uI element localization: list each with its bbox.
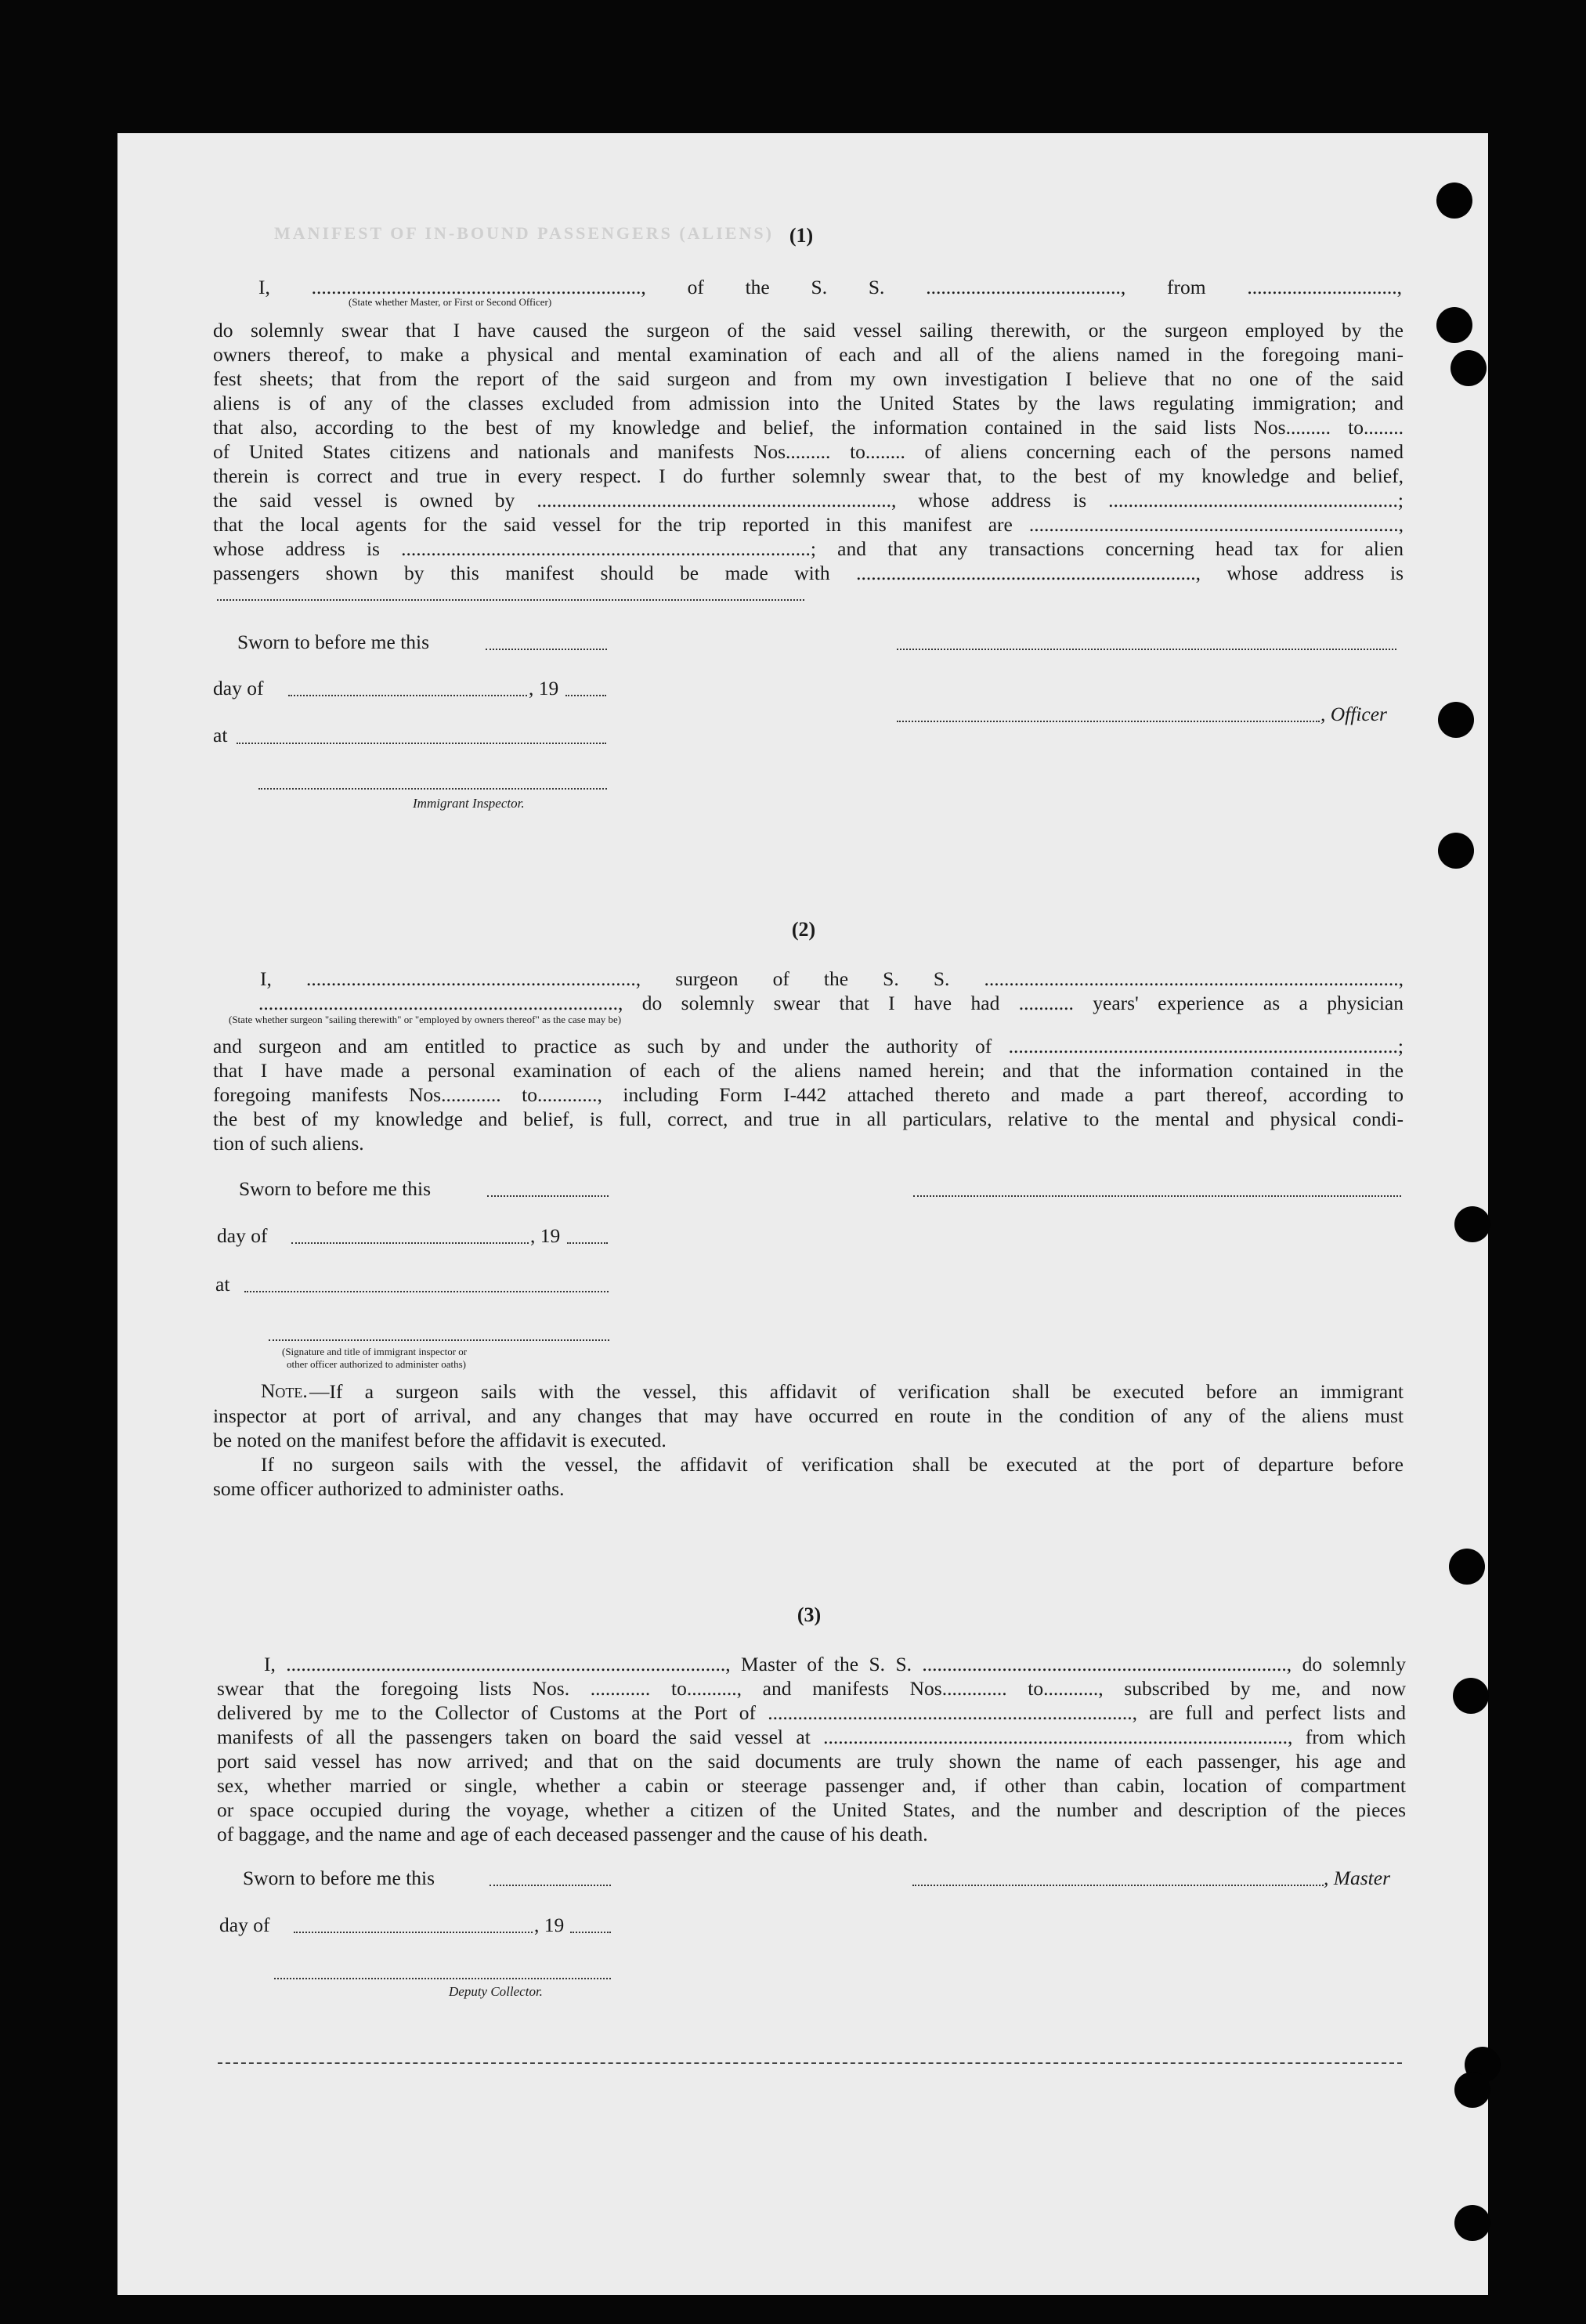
- s1-line: that also, according to the best of my knowledge and belief, the information contained in the said lists Nos......... to........: [213, 416, 1404, 439]
- s3-line: of baggage, and the name and age of each deceased passenger and the cause of his death.: [217, 1823, 928, 1845]
- s2-at-label: at: [215, 1273, 230, 1296]
- s2-day-of-label: day of: [217, 1224, 268, 1247]
- s1-line: of United States citizens and nationals and manifests Nos......... to........ of aliens concerning each of the persons named: [213, 440, 1404, 463]
- s2-line: tion of such aliens.: [213, 1132, 364, 1155]
- s2-inspector-signature-field[interactable]: [269, 1339, 609, 1341]
- s1-line: therein is correct and true in every respect. I do further solemnly swear that, to the best of my knowledge and belief,: [213, 464, 1404, 487]
- s1-place-field[interactable]: [237, 743, 606, 744]
- s2-day-field[interactable]: [291, 1242, 529, 1244]
- s1-line: owners thereof, to make a physical and mental examination of each and all of the aliens named in the foregoing mani-: [213, 343, 1404, 366]
- s3-line: or space occupied during the voyage, whether a citizen of the United States, and the number and description of the pieces: [217, 1798, 1406, 1821]
- s3-line: sex, whether married or single, whether a cabin or steerage passenger and, if other than cabin, location of compartment: [217, 1774, 1406, 1797]
- section-2-number: (2): [791, 918, 816, 941]
- s2-surgeon-hint: (State whether surgeon "sailing therewith" or "employed by owners thereof" as the case may be): [229, 1014, 622, 1025]
- binder-hole-11: [1454, 2205, 1490, 2241]
- s2-surgeon-line: ........................................................................, do solemnly swear that I have had ........... years' experience as a physician: [258, 992, 1404, 1014]
- binder-hole-5: [1438, 833, 1474, 869]
- s2-note-line: some officer authorized to administer oaths.: [213, 1477, 565, 1500]
- s3-line: I, ........................................................................................, Master of the S. S. ........................................................................., do solemnly: [264, 1653, 1406, 1675]
- s3-day-of-label: day of: [219, 1914, 270, 1936]
- s2-note-line: —If a surgeon sails with the vessel, this affidavit of verification shall be executed before an immigrant: [309, 1380, 1404, 1403]
- s1-line: whose address is ..................................................................................; and that any transactions concerning head tax for alien: [213, 537, 1404, 560]
- s1-address-continuation-field[interactable]: [217, 599, 804, 601]
- binder-hole-4: [1438, 702, 1474, 738]
- s2-line: that I have made a personal examination of each of the aliens named herein; and that the information contained in the: [213, 1059, 1404, 1082]
- s1-officer-signature-field[interactable]: [897, 721, 1320, 722]
- s3-year-label: , 19: [534, 1914, 565, 1936]
- section-1-number: (1): [789, 224, 814, 247]
- s1-sworn-date-field[interactable]: [486, 649, 607, 650]
- s3-deputy-label: Deputy Collector.: [449, 1984, 543, 1999]
- s3-line: delivered by me to the Collector of Customs at the Port of ........................................................................., are full and perfect lists and: [217, 1701, 1406, 1724]
- faded-heading: MANIFEST OF IN-BOUND PASSENGERS (ALIENS): [274, 223, 774, 243]
- s1-day-field[interactable]: [288, 695, 527, 696]
- binder-hole-8: [1453, 1678, 1489, 1714]
- s2-sig-hint: (Signature and title of immigrant inspector or: [282, 1346, 468, 1357]
- s3-master-signature-field[interactable]: [912, 1885, 1324, 1886]
- s1-line: do solemnly swear that I have caused the surgeon of the said vessel sailing therewith, or the surgeon employed by the: [213, 319, 1404, 342]
- s3-year-field[interactable]: [570, 1932, 611, 1933]
- s1-rank-hint: (State whether Master, or First or Second Officer): [349, 296, 552, 308]
- s2-line: the best of my knowledge and belief, is full, correct, and true in all particulars, relative to the mental and physical condi-: [213, 1108, 1404, 1130]
- s1-line: the said vessel is owned by ......................................................................., whose address is ..........................................................;: [213, 489, 1404, 511]
- s1-line: that the local agents for the said vessel for the trip reported in this manifest are ..........................................................................,: [213, 513, 1404, 536]
- binder-hole-2: [1436, 307, 1472, 343]
- s1-year-label: , 19: [529, 677, 559, 699]
- s2-line: and surgeon and am entitled to practice as such by and under the authority of ..............................................................................;: [213, 1035, 1404, 1057]
- binder-hole-1: [1436, 183, 1472, 219]
- s2-line: foregoing manifests Nos............ to............, including Form I-442 attached thereto and made a part thereof, according to: [213, 1083, 1404, 1106]
- s3-line: swear that the foregoing lists Nos. ............ to.........., and manifests Nos............. to..........., subscribed by me, and now: [217, 1677, 1406, 1700]
- binder-hole-7: [1449, 1549, 1485, 1585]
- s3-sworn-date-field[interactable]: [490, 1885, 611, 1886]
- s2-opening-line: I, .................................................................., surgeon of the S. S. ...................................................................................,: [260, 967, 1404, 990]
- s2-note-line: be noted on the manifest before the affidavit is executed.: [213, 1429, 667, 1451]
- section-3-number: (3): [797, 1603, 822, 1626]
- s1-line: fest sheets; that from the report of the said surgeon and from my own investigation I believe that no one of the said: [213, 367, 1404, 390]
- s1-opening-line: I, .................................................................., of the S. S. ......................................., from ..............................,: [258, 276, 1402, 298]
- s1-sworn-label: Sworn to before me this: [237, 631, 430, 653]
- s2-sworn-date-field[interactable]: [487, 1195, 609, 1197]
- bottom-rule: [218, 2062, 1402, 2064]
- s3-day-field[interactable]: [294, 1932, 533, 1933]
- s2-note-line: inspector at port of arrival, and any changes that may have occurred en route in the condition of any of the aliens must: [213, 1404, 1404, 1427]
- binder-hole-10: [1454, 2072, 1490, 2108]
- s1-year-field[interactable]: [565, 695, 606, 696]
- s2-note-label: Note.: [261, 1379, 308, 1402]
- s1-at-label: at: [213, 724, 228, 746]
- s3-master-label: , Master: [1324, 1867, 1390, 1889]
- s2-surgeon-signature-field[interactable]: [913, 1195, 1401, 1197]
- s1-inspector-signature-field[interactable]: [258, 788, 607, 790]
- s2-sig-hint: other officer authorized to administer oaths): [287, 1358, 466, 1370]
- s3-line: port said vessel has now arrived; and that on the said documents are truly shown the name of each passenger, his age and: [217, 1750, 1406, 1773]
- binder-hole-3: [1451, 350, 1487, 386]
- s3-line: manifests of all the passengers taken on board the said vessel at ............................................................................................., from which: [217, 1726, 1406, 1748]
- s1-inspector-label: Immigrant Inspector.: [413, 796, 525, 811]
- s1-day-of-label: day of: [213, 677, 264, 699]
- s3-deputy-signature-field[interactable]: [274, 1978, 611, 1979]
- s1-line: aliens is of any of the classes excluded from admission into the United States by the laws regulating immigration; and: [213, 392, 1404, 414]
- s2-note-line: If no surgeon sails with the vessel, the affidavit of verification shall be executed at the port of departure before: [261, 1453, 1404, 1476]
- s2-year-field[interactable]: [567, 1242, 608, 1244]
- s1-officer-label: , Officer: [1320, 703, 1387, 725]
- s2-sworn-label: Sworn to before me this: [239, 1177, 432, 1200]
- s1-officer-name-field[interactable]: [897, 649, 1396, 650]
- s3-sworn-label: Sworn to before me this: [243, 1867, 435, 1889]
- binder-hole-6: [1454, 1206, 1490, 1242]
- s2-year-label: , 19: [530, 1224, 561, 1247]
- s2-place-field[interactable]: [244, 1291, 609, 1292]
- s1-line: passengers shown by this manifest should be made with ...................................................................., whose address is: [213, 562, 1404, 584]
